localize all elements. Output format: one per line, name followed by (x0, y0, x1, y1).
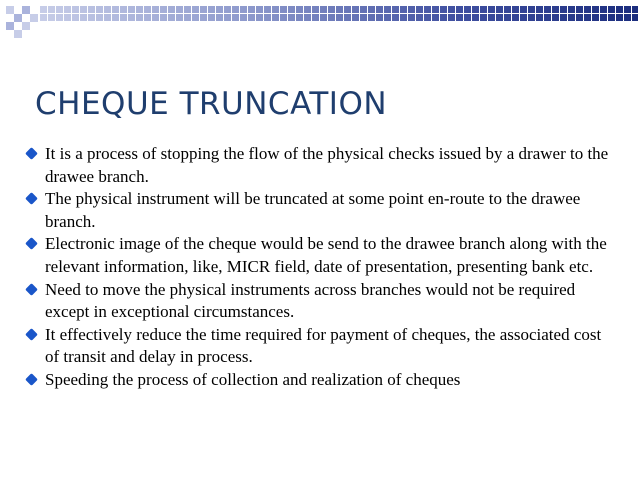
bullet-text: Need to move the physical instruments across branches would not be required except in exceptional circumstances. (45, 279, 576, 322)
bullet-text: The physical instrument will be truncated at some point en-route to the drawee branch. (45, 189, 581, 231)
diamond-bullet-icon (25, 192, 38, 205)
bullet-item (26, 324, 616, 369)
bullet-item (26, 143, 616, 188)
slide-title: CHEQUE TRUNCATION (35, 86, 388, 122)
bullet-text: Speeding the process of collection and realization of cheques (45, 369, 461, 389)
bullet-text: It is a process of stopping the flow of the physical checks issued by a drawer to the drawee branch. (45, 144, 609, 186)
bullet-item (26, 188, 616, 233)
bullet-list (26, 143, 616, 392)
diamond-bullet-icon (25, 283, 38, 296)
diamond-bullet-icon (25, 328, 38, 341)
diamond-bullet-icon (25, 147, 38, 160)
diamond-bullet-icon (25, 237, 38, 250)
bullet-text: Electronic image of the cheque would be send to the drawee branch along with the relevant information, like, MICR field, date of presentation, presenting bank etc. (45, 234, 607, 276)
diamond-bullet-icon (25, 373, 38, 386)
bullet-text: It effectively reduce the time required for payment of cheques, the associated cost of transit and delay in process. (45, 324, 602, 367)
bullet-item (26, 369, 616, 392)
bullet-item (26, 233, 616, 278)
bullet-item (26, 279, 616, 324)
header-band-grid (40, 6, 638, 22)
